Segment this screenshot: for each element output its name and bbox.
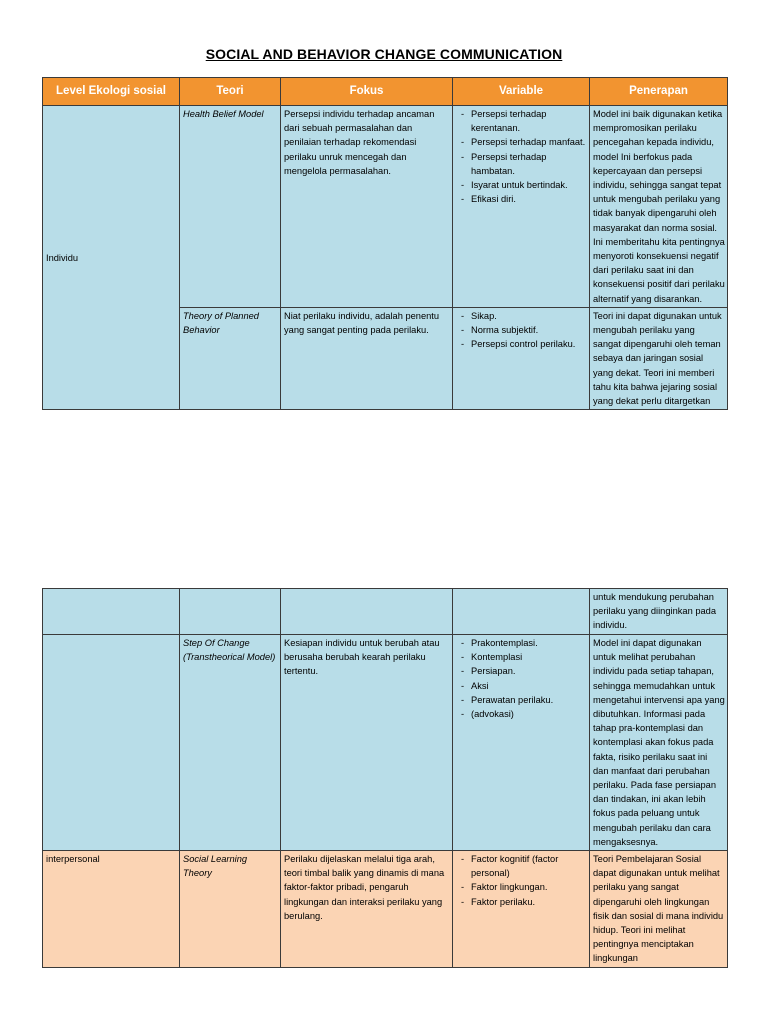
sbcc-table-page-2: [42, 588, 728, 968]
variable-cell: [453, 106, 590, 308]
fokus-cell: Kesiapan individu untuk berubah atau berusaha berubah kearah perilaku tertentu.: [281, 635, 453, 851]
variable-list: [456, 852, 587, 909]
list-item: - Prakontemplasi.: [456, 636, 587, 650]
fokus-cell: Perilaku dijelaskan melalui tiga arah, teori timbal balik yang dinamis di mana faktor-faktor pribadi, pengaruh lingkungan dan interaksi perilaku yang berulang.: [281, 851, 453, 968]
teori-cell: Step Of Change (Transtheorical Model): [180, 635, 281, 851]
list-item: - (advokasi): [456, 707, 587, 721]
teori-cell: Health Belief Model: [180, 106, 281, 308]
list-item: - Kontemplasi: [456, 650, 587, 664]
document-title: SOCIAL AND BEHAVIOR CHANGE COMMUNICATION: [205, 46, 563, 62]
teori-cell: Social Learning Theory: [180, 851, 281, 968]
list-item: - Persepsi terhadap manfaat.: [456, 135, 587, 149]
penerapan-cell: untuk mendukung perubahan perilaku yang diinginkan pada individu.: [590, 589, 728, 635]
header-variable: Variable: [453, 78, 590, 106]
table-row: [43, 635, 728, 851]
variable-cell: [453, 589, 590, 635]
list-item: - Factor kognitif (factor personal): [456, 852, 587, 880]
list-item: - Perawatan perilaku.: [456, 693, 587, 707]
variable-list: [456, 107, 587, 206]
penerapan-cell: Model ini dapat digunakan untuk melihat perubahan individu pada setiap tahapan, sehingga memudahkan untuk mengetahui intervensi apa yang dibutuhkan. Informasi pada tahap pra-kontemplasi dan kontemplasi akan fokus pada fakta, risiko perilaku saat ini dan manfaat dari perubahan perilaku. Pada fase persiapan dan tindakan, ini akan lebih fokus pada peluang untuk mengubah perilaku dan cara mengaksesnya.: [590, 635, 728, 851]
penerapan-cell: Model ini baik digunakan ketika mempromosikan perilaku pencegahan kepada individu, model Ini berfokus pada kepercayaan dan persepsi individu, sehingga sangat tepat untuk mengubah perilaku yang tidak banyak dipengaruhi oleh masyarakat dan norma sosial. Ini memberitahu kita pentingnya menyoroti konsekuensi negatif dari perilaku saat ini dan konsekuensi positif dari perilaku alternatif yang disarankan.: [590, 106, 728, 308]
level-cell: [43, 589, 180, 635]
variable-cell: [453, 635, 590, 851]
list-item: - Efikasi diri.: [456, 192, 587, 206]
list-item: - Faktor lingkungan.: [456, 880, 587, 894]
variable-cell: [453, 307, 590, 409]
list-item: - Persiapan.: [456, 664, 587, 678]
list-item: - Isyarat untuk bertindak.: [456, 178, 587, 192]
teori-cell: [180, 589, 281, 635]
variable-list: [456, 636, 587, 721]
teori-cell: Theory of Planned Behavior: [180, 307, 281, 409]
list-item: - Persepsi terhadap hambatan.: [456, 150, 587, 178]
level-cell: interpersonal: [43, 851, 180, 968]
level-cell: [43, 635, 180, 851]
list-item: - Norma subjektif.: [456, 323, 587, 337]
fokus-cell: [281, 589, 453, 635]
list-item: - Faktor perilaku.: [456, 895, 587, 909]
header-fokus: Fokus: [281, 78, 453, 106]
table-row: [43, 851, 728, 968]
header-teori: Teori: [180, 78, 281, 106]
header-level: Level Ekologi sosial: [43, 78, 180, 106]
table-row: [43, 589, 728, 635]
list-item: - Aksi: [456, 679, 587, 693]
header-penerapan: Penerapan: [590, 78, 728, 106]
list-item: - Persepsi terhadap kerentanan.: [456, 107, 587, 135]
fokus-cell: Niat perilaku individu, adalah penentu yang sangat penting pada perilaku.: [281, 307, 453, 409]
variable-cell: [453, 851, 590, 968]
sbcc-table-page-1: [42, 77, 728, 410]
table-row: [43, 106, 728, 308]
variable-list: [456, 309, 587, 352]
header-row: [43, 78, 728, 106]
penerapan-cell: Teori ini dapat digunakan untuk mengubah perilaku yang sangat dipengaruhi oleh teman sebaya dan jaringan sosial yang dekat. Teori ini memberi tahu kita bahwa jejaring sosial yang dekat perlu ditargetkan: [590, 307, 728, 409]
level-cell: Individu: [43, 106, 180, 410]
penerapan-cell: Teori Pembelajaran Sosial dapat digunakan untuk melihat perilaku yang sangat dipengaruhi oleh lingkungan fisik dan sosial di mana individu hidup. Teori ini melihat pentingnya menciptakan lingkungan: [590, 851, 728, 968]
list-item: - Persepsi control perilaku.: [456, 337, 587, 351]
list-item: - Sikap.: [456, 309, 587, 323]
fokus-cell: Persepsi individu terhadap ancaman dari sebuah permasalahan dan penilaian terhadap rekomendasi perilaku unruk mencegah dan mengelola permasalahan.: [281, 106, 453, 308]
